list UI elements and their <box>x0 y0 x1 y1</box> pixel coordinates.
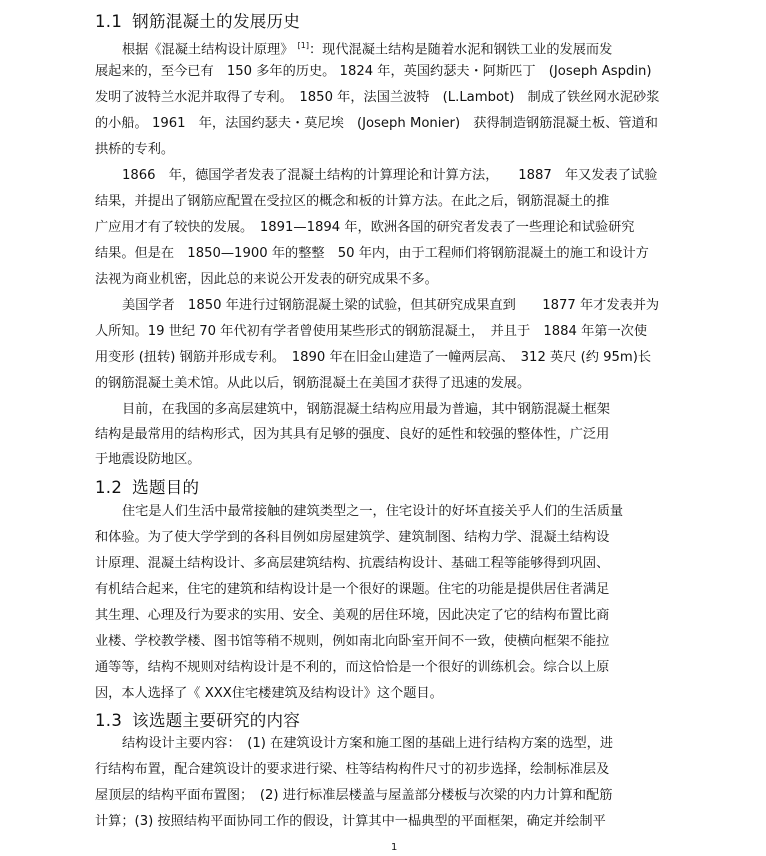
paragraph-line: 屋顶层的结构平面布置图； (2) 进行标准层楼盖与屋盖部分楼板与次梁的内力计算和配筋 <box>95 788 613 803</box>
paragraph-line: 业楼、学校教学楼、图书馆等稍不规则，例如南北向卧室开间不一致，使横向框架不能拉 <box>95 634 610 649</box>
paragraph-line: 美国学者 1850 年进行过钢筋混凝土梁的试验，但其研究成果直到 1877 年才发表并为 <box>122 298 660 313</box>
paragraph-line: 结构设计主要内容： (1) 在建筑设计方案和施工图的基础上进行结构方案的选型，进 <box>122 736 614 751</box>
section-number: 1.1 <box>95 12 123 31</box>
paragraph-line: 其生理、心理及行为要求的实用、安全、美观的居住环境，因此决定了它的结构布置比商 <box>95 608 610 623</box>
section-heading-1-2 <box>95 474 199 498</box>
section-title: 钢筋混凝土的发展历史 <box>132 12 301 31</box>
paragraph-line: 法视为商业机密，因此总的来说公开发表的研究成果不多。 <box>95 272 438 287</box>
paragraph-line: 广应用才有了较快的发展。 1891—1894 年，欧洲各国的研究者发表了一些理论和试验研究 <box>95 220 635 235</box>
paragraph-line: 计原理、混凝土结构设计、多高层建筑结构、抗震结构设计、基础工程等能够得到巩固、 <box>95 556 610 571</box>
paragraph-line: 的小船。 1961 年，法国约瑟夫・莫尼埃 (Joseph Monier) 获得制造钢筋混凝土板、管道和 <box>95 116 658 131</box>
section-title: 该选题主要研究的内容 <box>132 711 301 730</box>
paragraph-line: 和体验。为了使大学学到的各科目例如房屋建筑学、建筑制图、结构力学、混凝土结构设 <box>95 530 610 545</box>
paragraph-line: 目前，在我国的多高层建筑中，钢筋混凝土结构应用最为普遍，其中钢筋混凝土框架 <box>122 402 610 417</box>
section-heading-1-3 <box>95 707 300 731</box>
paragraph-line: 的钢筋混凝土美术馆。从此以后，钢筋混凝土在美国才获得了迅速的发展。 <box>95 376 531 391</box>
paragraph-line: 通等等，结构不规则对结构设计是不利的，而这恰恰是一个很好的训练机会。综合以上原 <box>95 660 610 675</box>
paragraph-line: 结果。但是在 1850—1900 年的整整 50 年内，由于工程师们将钢筋混凝土的施工和设计方 <box>95 246 649 261</box>
paragraph-line: 人所知。19 世纪 70 年代初有学者曾使用某些形式的钢筋混凝土， 并且于 1884 年第一次使 <box>95 324 648 339</box>
paragraph-line: 住宅是人们生活中最常接触的建筑类型之一，住宅设计的好坏直接关乎人们的生活质量 <box>122 504 624 519</box>
paragraph-line: 展起来的，至今已有 150 多年的历史。 1824 年，英国约瑟夫・阿斯匹丁 (Joseph Aspdin) <box>95 64 652 79</box>
section-number: 1.2 <box>95 478 123 497</box>
section-number: 1.3 <box>95 711 123 730</box>
paragraph-line: 发明了波特兰水泥并取得了专利。 1850 年，法国兰波特 (L.Lambot) 制成了铁丝网水泥砂浆 <box>95 90 660 105</box>
page-number: 1 <box>391 842 398 853</box>
section-heading-1-1 <box>95 8 300 32</box>
paragraph-line: 1866 年，德国学者发表了混凝土结构的计算理论和计算方法， 1887 年又发表了试验 <box>122 168 658 183</box>
section-title: 选题目的 <box>132 478 200 497</box>
paragraph-line: 用变形 (扭转) 钢筋并形成专利。 1890 年在旧金山建造了一幢两层高、 312 英尺 (约 95m)长 <box>95 350 652 365</box>
paragraph-line: 有机结合起来，住宅的建筑和结构设计是一个很好的课题。住宅的功能是提供居住者满足 <box>95 582 610 597</box>
paragraph-line: 于地震设防地区。 <box>95 452 201 467</box>
paragraph-line: 结果，并提出了钢筋应配置在受拉区的概念和板的计算方法。在此之后，钢筋混凝土的推 <box>95 194 610 209</box>
paragraph-line: 行结构布置，配合建筑设计的要求进行梁、柱等结构构件尺寸的初步选择，绘制标准层及 <box>95 762 610 777</box>
paragraph-line: 计算；(3) 按照结构平面协同工作的假设，计算其中一榀典型的平面框架，确定并绘制平 <box>95 814 606 829</box>
paragraph-line: 因，本人选择了《 XXX住宅楼建筑及结构设计》这个题目。 <box>95 686 443 701</box>
paragraph-line: 拱桥的专利。 <box>95 142 175 157</box>
paragraph-line: 根据《混凝土结构设计原理》 [1]：现代混凝土结构是随着水泥和钢铁工业的发展而发 <box>122 41 613 58</box>
paragraph-line: 结构是最常用的结构形式，因为其具有足够的强度、良好的延性和较强的整体性，广泛用 <box>95 427 610 442</box>
citation-marker: [1] <box>297 41 309 50</box>
